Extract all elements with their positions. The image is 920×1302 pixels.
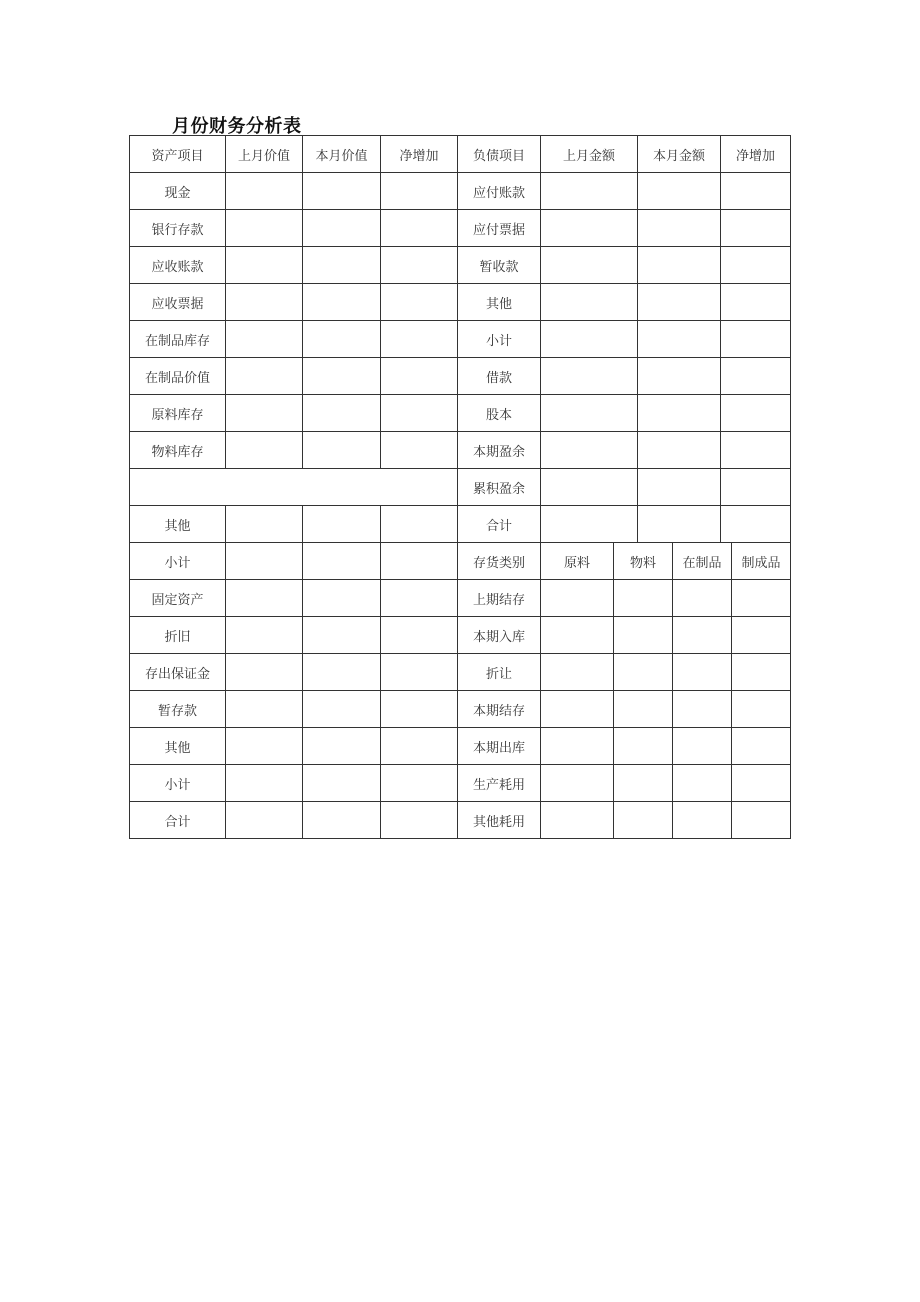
value-cell[interactable] bbox=[226, 654, 303, 691]
value-cell[interactable] bbox=[381, 358, 458, 395]
row-label: 现金 bbox=[130, 173, 226, 210]
value-cell[interactable] bbox=[381, 580, 458, 617]
row-label: 其他耗用 bbox=[458, 802, 541, 839]
row-label: 折让 bbox=[458, 654, 541, 691]
column-header: 资产项目 bbox=[130, 136, 226, 173]
column-header: 原料 bbox=[541, 543, 614, 580]
table-row bbox=[130, 580, 791, 617]
column-header: 在制品 bbox=[673, 543, 732, 580]
table-row bbox=[130, 173, 791, 210]
value-cell[interactable] bbox=[381, 210, 458, 247]
value-cell[interactable] bbox=[226, 617, 303, 654]
value-cell[interactable] bbox=[638, 358, 721, 395]
value-cell[interactable] bbox=[732, 580, 791, 617]
value-cell[interactable] bbox=[673, 802, 732, 839]
value-cell[interactable] bbox=[381, 247, 458, 284]
value-cell[interactable] bbox=[721, 284, 791, 321]
table-row bbox=[130, 617, 791, 654]
row-label: 银行存款 bbox=[130, 210, 226, 247]
value-cell[interactable] bbox=[673, 728, 732, 765]
value-cell[interactable] bbox=[638, 506, 721, 543]
table-row bbox=[130, 765, 791, 802]
header-row bbox=[130, 136, 791, 173]
value-cell[interactable] bbox=[673, 580, 732, 617]
value-cell[interactable] bbox=[226, 765, 303, 802]
row-label: 折旧 bbox=[130, 617, 226, 654]
value-cell[interactable] bbox=[673, 654, 732, 691]
merged-blank-cell bbox=[130, 469, 458, 506]
value-cell[interactable] bbox=[721, 321, 791, 358]
value-cell[interactable] bbox=[303, 395, 381, 432]
value-cell[interactable] bbox=[614, 580, 673, 617]
row-label: 在制品库存 bbox=[130, 321, 226, 358]
value-cell[interactable] bbox=[303, 802, 381, 839]
column-header: 净增加 bbox=[381, 136, 458, 173]
row-label: 应付账款 bbox=[458, 173, 541, 210]
value-cell[interactable] bbox=[541, 358, 638, 395]
table-row bbox=[130, 691, 791, 728]
value-cell[interactable] bbox=[638, 321, 721, 358]
column-header: 上月价值 bbox=[226, 136, 303, 173]
row-label: 合计 bbox=[130, 802, 226, 839]
value-cell[interactable] bbox=[226, 506, 303, 543]
row-label: 暂收款 bbox=[458, 247, 541, 284]
row-label: 其他 bbox=[458, 284, 541, 321]
value-cell[interactable] bbox=[381, 802, 458, 839]
value-cell[interactable] bbox=[226, 580, 303, 617]
value-cell[interactable] bbox=[381, 284, 458, 321]
row-label: 固定资产 bbox=[130, 580, 226, 617]
value-cell[interactable] bbox=[381, 654, 458, 691]
table-row bbox=[130, 506, 791, 543]
table-row bbox=[130, 802, 791, 839]
table-row bbox=[130, 321, 791, 358]
value-cell[interactable] bbox=[541, 469, 638, 506]
value-cell[interactable] bbox=[721, 432, 791, 469]
value-cell[interactable] bbox=[721, 210, 791, 247]
value-cell[interactable] bbox=[226, 173, 303, 210]
row-label: 小计 bbox=[130, 543, 226, 580]
table-row bbox=[130, 543, 791, 580]
column-header: 本月价值 bbox=[303, 136, 381, 173]
row-label: 应收账款 bbox=[130, 247, 226, 284]
value-cell[interactable] bbox=[541, 284, 638, 321]
row-label: 存出保证金 bbox=[130, 654, 226, 691]
row-label: 生产耗用 bbox=[458, 765, 541, 802]
value-cell[interactable] bbox=[541, 617, 614, 654]
value-cell[interactable] bbox=[721, 358, 791, 395]
table-row bbox=[130, 469, 791, 506]
value-cell[interactable] bbox=[303, 580, 381, 617]
value-cell[interactable] bbox=[638, 469, 721, 506]
value-cell[interactable] bbox=[732, 654, 791, 691]
column-header: 净增加 bbox=[721, 136, 791, 173]
row-label: 合计 bbox=[458, 506, 541, 543]
value-cell[interactable] bbox=[541, 395, 638, 432]
value-cell[interactable] bbox=[638, 395, 721, 432]
value-cell[interactable] bbox=[614, 802, 673, 839]
table-row bbox=[130, 210, 791, 247]
value-cell[interactable] bbox=[226, 432, 303, 469]
value-cell[interactable] bbox=[226, 802, 303, 839]
table-row bbox=[130, 247, 791, 284]
value-cell[interactable] bbox=[541, 654, 614, 691]
table-row bbox=[130, 284, 791, 321]
value-cell[interactable] bbox=[541, 173, 638, 210]
table-row bbox=[130, 432, 791, 469]
value-cell[interactable] bbox=[226, 210, 303, 247]
value-cell[interactable] bbox=[303, 247, 381, 284]
value-cell[interactable] bbox=[303, 691, 381, 728]
value-cell[interactable] bbox=[673, 691, 732, 728]
row-label: 在制品价值 bbox=[130, 358, 226, 395]
row-label: 本期入库 bbox=[458, 617, 541, 654]
value-cell[interactable] bbox=[381, 765, 458, 802]
value-cell[interactable] bbox=[614, 728, 673, 765]
table-row bbox=[130, 395, 791, 432]
value-cell[interactable] bbox=[303, 173, 381, 210]
row-label: 小计 bbox=[458, 321, 541, 358]
value-cell[interactable] bbox=[303, 543, 381, 580]
value-cell[interactable] bbox=[721, 395, 791, 432]
value-cell[interactable] bbox=[303, 284, 381, 321]
value-cell[interactable] bbox=[721, 247, 791, 284]
value-cell[interactable] bbox=[673, 765, 732, 802]
row-label: 其他 bbox=[130, 728, 226, 765]
value-cell[interactable] bbox=[303, 358, 381, 395]
value-cell[interactable] bbox=[541, 432, 638, 469]
financial-analysis-table bbox=[129, 135, 791, 839]
value-cell[interactable] bbox=[721, 506, 791, 543]
row-label: 应付票据 bbox=[458, 210, 541, 247]
row-label: 上期结存 bbox=[458, 580, 541, 617]
value-cell[interactable] bbox=[381, 617, 458, 654]
value-cell[interactable] bbox=[541, 765, 614, 802]
value-cell[interactable] bbox=[381, 543, 458, 580]
value-cell[interactable] bbox=[541, 691, 614, 728]
value-cell[interactable] bbox=[226, 284, 303, 321]
value-cell[interactable] bbox=[541, 580, 614, 617]
value-cell[interactable] bbox=[638, 210, 721, 247]
table-row bbox=[130, 358, 791, 395]
row-label: 股本 bbox=[458, 395, 541, 432]
value-cell[interactable] bbox=[638, 173, 721, 210]
value-cell[interactable] bbox=[303, 765, 381, 802]
value-cell[interactable] bbox=[226, 321, 303, 358]
row-label: 本期结存 bbox=[458, 691, 541, 728]
value-cell[interactable] bbox=[381, 432, 458, 469]
value-cell[interactable] bbox=[673, 617, 732, 654]
value-cell[interactable] bbox=[303, 617, 381, 654]
value-cell[interactable] bbox=[303, 321, 381, 358]
value-cell[interactable] bbox=[732, 617, 791, 654]
value-cell[interactable] bbox=[721, 173, 791, 210]
value-cell[interactable] bbox=[381, 728, 458, 765]
row-label: 本期出库 bbox=[458, 728, 541, 765]
value-cell[interactable] bbox=[303, 506, 381, 543]
value-cell[interactable] bbox=[614, 617, 673, 654]
value-cell[interactable] bbox=[303, 432, 381, 469]
value-cell[interactable] bbox=[541, 321, 638, 358]
value-cell[interactable] bbox=[614, 691, 673, 728]
value-cell[interactable] bbox=[614, 654, 673, 691]
row-label: 应收票据 bbox=[130, 284, 226, 321]
value-cell[interactable] bbox=[732, 691, 791, 728]
value-cell[interactable] bbox=[226, 543, 303, 580]
value-cell[interactable] bbox=[721, 469, 791, 506]
value-cell[interactable] bbox=[381, 321, 458, 358]
value-cell[interactable] bbox=[226, 247, 303, 284]
value-cell[interactable] bbox=[541, 728, 614, 765]
page-title: 月份财务分析表 bbox=[172, 116, 302, 137]
value-cell[interactable] bbox=[226, 395, 303, 432]
row-label: 借款 bbox=[458, 358, 541, 395]
value-cell[interactable] bbox=[303, 654, 381, 691]
value-cell[interactable] bbox=[638, 284, 721, 321]
row-label: 原料库存 bbox=[130, 395, 226, 432]
value-cell[interactable] bbox=[226, 691, 303, 728]
value-cell[interactable] bbox=[381, 506, 458, 543]
value-cell[interactable] bbox=[732, 728, 791, 765]
value-cell[interactable] bbox=[541, 802, 614, 839]
column-header: 负债项目 bbox=[458, 136, 541, 173]
value-cell[interactable] bbox=[226, 358, 303, 395]
value-cell[interactable] bbox=[541, 506, 638, 543]
value-cell[interactable] bbox=[303, 728, 381, 765]
value-cell[interactable] bbox=[381, 691, 458, 728]
value-cell[interactable] bbox=[638, 247, 721, 284]
row-label: 其他 bbox=[130, 506, 226, 543]
value-cell[interactable] bbox=[732, 802, 791, 839]
row-label: 物料库存 bbox=[130, 432, 226, 469]
column-header: 制成品 bbox=[732, 543, 791, 580]
value-cell[interactable] bbox=[381, 395, 458, 432]
value-cell[interactable] bbox=[541, 247, 638, 284]
column-header: 存货类别 bbox=[458, 543, 541, 580]
table-row bbox=[130, 654, 791, 691]
value-cell[interactable] bbox=[614, 765, 673, 802]
row-label: 暂存款 bbox=[130, 691, 226, 728]
value-cell[interactable] bbox=[381, 173, 458, 210]
row-label: 小计 bbox=[130, 765, 226, 802]
row-label: 本期盈余 bbox=[458, 432, 541, 469]
row-label: 累积盈余 bbox=[458, 469, 541, 506]
column-header: 本月金额 bbox=[638, 136, 721, 173]
value-cell[interactable] bbox=[303, 210, 381, 247]
value-cell[interactable] bbox=[541, 210, 638, 247]
value-cell[interactable] bbox=[226, 728, 303, 765]
column-header: 上月金额 bbox=[541, 136, 638, 173]
value-cell[interactable] bbox=[638, 432, 721, 469]
column-header: 物料 bbox=[614, 543, 673, 580]
table-row bbox=[130, 728, 791, 765]
value-cell[interactable] bbox=[732, 765, 791, 802]
